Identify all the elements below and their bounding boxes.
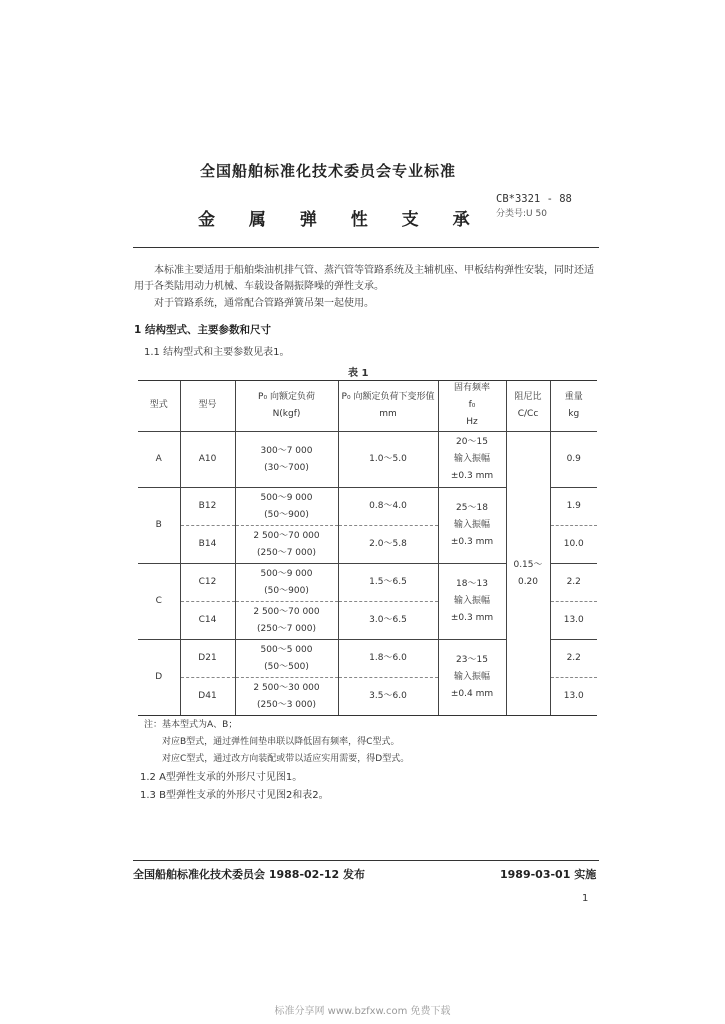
model-cell: D21 bbox=[180, 640, 235, 678]
deflection-cell: 2.0～5.8 bbox=[338, 526, 438, 564]
input-amplitude-value: ±0.3 mm bbox=[450, 613, 494, 623]
mass-cell: 0.9 bbox=[550, 432, 597, 488]
load-kgf: (50～900) bbox=[264, 585, 309, 596]
spec-table bbox=[138, 380, 597, 716]
clause-1-3: 1.3 B型弹性支承的外形尺寸见图2和表2。 bbox=[140, 790, 329, 801]
deflection-cell: 3.0～6.5 bbox=[338, 602, 438, 640]
clause-1-2: 1.2 A型弹性支承的外形尺寸见图1。 bbox=[140, 772, 303, 783]
model-cell: B14 bbox=[180, 526, 235, 564]
deflection-cell: 3.5～6.0 bbox=[338, 678, 438, 716]
table-note-1: 注：基本型式为A、B； bbox=[144, 720, 238, 730]
deflection-cell: 1.5～6.5 bbox=[338, 564, 438, 602]
model-cell: D41 bbox=[180, 678, 235, 716]
model-cell: A10 bbox=[180, 432, 235, 488]
deflection-cell: 0.8～4.0 bbox=[338, 488, 438, 526]
header-model: 型号 bbox=[180, 380, 235, 432]
load-newton: 2 500～70 000 bbox=[253, 606, 320, 617]
deflection-cell: 1.8～6.0 bbox=[338, 640, 438, 678]
header-deflection bbox=[338, 380, 438, 432]
input-amplitude-value: ±0.3 mm bbox=[450, 471, 494, 481]
section-1-heading: 1 结构型式、主要参数和尺寸 bbox=[134, 324, 271, 336]
frequency-cell-a bbox=[438, 432, 506, 488]
input-amplitude-label: 输入振幅 bbox=[453, 596, 490, 606]
committee-standard-title: 全国船舶标准化技术委员会专业标准 bbox=[200, 162, 457, 180]
mass-cell: 2.2 bbox=[550, 640, 597, 678]
load-kgf: (30～700) bbox=[264, 462, 309, 473]
mass-cell: 13.0 bbox=[550, 678, 597, 716]
issue-date: 全国船舶标准化技术委员会 1988-02-12 发布 bbox=[133, 868, 366, 881]
effective-date: 1989-03-01 实施 bbox=[500, 868, 597, 881]
load-kgf: (50～500) bbox=[264, 661, 309, 672]
load-cell bbox=[235, 526, 338, 564]
header-frequency-line1: 固有频率 bbox=[453, 383, 490, 393]
load-newton: 500～9 000 bbox=[260, 492, 313, 503]
classification-number: 分类号:U 50 bbox=[496, 209, 547, 219]
clause-1-1: 1.1 结构型式和主要参数见表1。 bbox=[144, 347, 290, 358]
load-cell bbox=[235, 564, 338, 602]
input-amplitude-value: ±0.3 mm bbox=[450, 537, 494, 547]
table-note-3: 对应C型式，通过改方向装配或带以适应实用需要，得D型式。 bbox=[162, 754, 410, 764]
page-number: 1 bbox=[582, 893, 589, 904]
damping-cell: 0.15～0.20 bbox=[506, 432, 550, 716]
standard-number: CB*3321 - 88 bbox=[496, 193, 572, 205]
frequency-cell-b bbox=[438, 488, 506, 564]
table-bottom-rule bbox=[138, 715, 597, 716]
header-damping: 阻尼比 C/Cc bbox=[506, 380, 550, 432]
load-kgf: (250～7 000) bbox=[257, 623, 316, 634]
load-cell bbox=[235, 488, 338, 526]
mass-cell: 13.0 bbox=[550, 602, 597, 640]
frequency-range: 18～13 bbox=[456, 579, 488, 589]
table-caption: 表 1 bbox=[348, 368, 369, 379]
type-b: B bbox=[138, 488, 180, 564]
frequency-range: 20～15 bbox=[456, 437, 488, 447]
frequency-cell-c bbox=[438, 564, 506, 640]
load-newton: 500～5 000 bbox=[260, 644, 313, 655]
model-cell: B12 bbox=[180, 488, 235, 526]
input-amplitude-value: ±0.4 mm bbox=[450, 689, 494, 699]
scope-paragraph: 本标准主要适用于船舶柴油机排气管、蒸汽管等管路系统及主辅机座、甲板结构弹性安装，同时还适用于各类陆用动力机械、车载设备隔振降噪的弹性支承。 bbox=[134, 265, 594, 292]
load-cell bbox=[235, 602, 338, 640]
type-d: D bbox=[138, 640, 180, 716]
header-load bbox=[235, 380, 338, 432]
type-c: C bbox=[138, 564, 180, 640]
header-mass-line1: 重量 bbox=[564, 391, 583, 402]
mass-cell: 2.2 bbox=[550, 564, 597, 602]
header-mass bbox=[550, 380, 597, 432]
model-cell: C14 bbox=[180, 602, 235, 640]
table-top-rule bbox=[138, 380, 597, 381]
header-frequency bbox=[438, 380, 506, 432]
load-kgf: (50～900) bbox=[264, 509, 309, 520]
header-mass-line2: kg bbox=[568, 408, 580, 419]
header-frequency-line2: f₀ bbox=[468, 400, 476, 410]
frequency-cell-d bbox=[438, 640, 506, 716]
input-amplitude-label: 输入振幅 bbox=[453, 672, 490, 682]
load-newton: 2 500～70 000 bbox=[253, 530, 320, 541]
header-frequency-line3: Hz bbox=[466, 417, 478, 427]
load-newton: 500～9 000 bbox=[260, 568, 313, 579]
load-cell bbox=[235, 640, 338, 678]
frequency-range: 25～18 bbox=[456, 503, 488, 513]
header-deflection-line1: P₀ 向额定负荷下变形值 bbox=[341, 391, 435, 402]
header-load-line2: N(kgf) bbox=[272, 408, 301, 419]
load-cell bbox=[235, 678, 338, 716]
deflection-cell: 1.0～5.0 bbox=[338, 432, 438, 488]
load-cell bbox=[235, 432, 338, 488]
header-deflection-line2: mm bbox=[379, 408, 397, 419]
footer-rule bbox=[133, 860, 599, 861]
frequency-range: 23～15 bbox=[456, 655, 488, 665]
mass-cell: 10.0 bbox=[550, 526, 597, 564]
load-kgf: (250～3 000) bbox=[257, 699, 316, 710]
header-load-line1: P₀ 向额定负荷 bbox=[258, 391, 315, 402]
input-amplitude-label: 输入振幅 bbox=[453, 454, 490, 464]
model-cell: C12 bbox=[180, 564, 235, 602]
header-rule bbox=[133, 247, 599, 248]
load-kgf: (250～7 000) bbox=[257, 547, 316, 558]
piping-paragraph: 对于管路系统，通常配合管路弹簧吊架一起使用。 bbox=[154, 298, 374, 309]
mass-cell: 1.9 bbox=[550, 488, 597, 526]
type-a: A bbox=[138, 432, 180, 488]
table-note-2: 对应B型式，通过弹性间垫串联以降低固有频率，得C型式。 bbox=[162, 737, 400, 747]
document-title: 金 属 弹 性 支 承 bbox=[198, 210, 472, 230]
load-newton: 300～7 000 bbox=[260, 445, 313, 456]
input-amplitude-label: 输入振幅 bbox=[453, 520, 490, 530]
table-row bbox=[138, 432, 597, 488]
header-type: 型式 bbox=[138, 380, 180, 432]
load-newton: 2 500～30 000 bbox=[253, 682, 320, 693]
watermark-text: 标准分享网 www.bzfxw.com 免费下载 bbox=[274, 1006, 451, 1017]
